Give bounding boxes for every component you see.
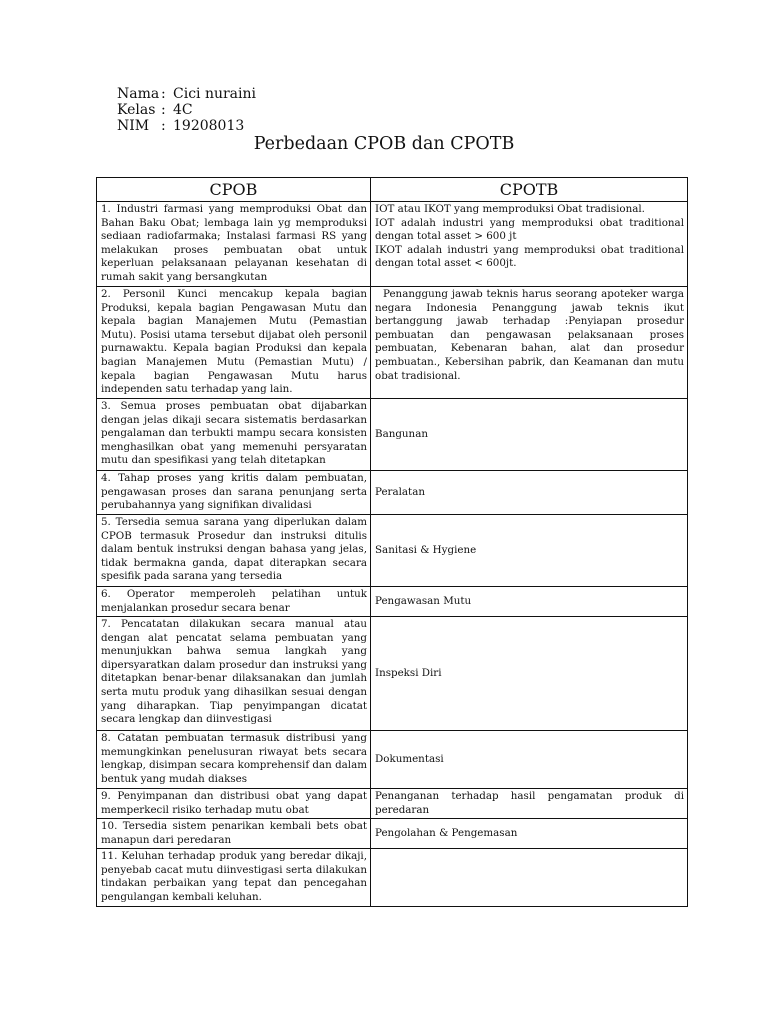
name-value: Cici nuraini	[173, 86, 257, 102]
cpotb-cell: Dokumentasi	[371, 731, 688, 789]
nim-colon: :	[161, 118, 166, 134]
cpotb-cell	[371, 849, 688, 907]
cpotb-cell: Penanggung jawab teknis harus seorang apoteker warga negara Indonesia Penanggung jawab teknis ikut bertanggung jawab terhadap :Penyiapan prosedur pembuatan dan pengawasan pelaksanaan proses pembuatan, Kebenaran bahan, alat dan prosedur pembuatan., Kebersihan pabrik, dan Keamanan dan mutu obat tradisional.	[371, 287, 688, 399]
header-cpotb: CPOTB	[371, 178, 688, 202]
table-row	[97, 515, 688, 587]
cpotb-cell: Sanitasi & Hygiene	[371, 515, 688, 587]
cpob-cell: 5. Tersedia semua sarana yang diperlukan dalam CPOB termasuk Prosedur dan instruksi ditulis dalam bentuk instruksi dengan bahasa yang jelas, tidak bermakna ganda, dapat diterapkan secara spesifik pada sarana yang tersedia	[97, 515, 371, 587]
header-cpob: CPOB	[97, 178, 371, 202]
table-row	[97, 202, 688, 287]
cpob-cell: 11. Keluhan terhadap produk yang beredar dikaji, penyebab cacat mutu diinvestigasi serta dilakukan tindakan perbaikan yang tepat dan pencegahan pengulangan kembali keluhan.	[97, 849, 371, 907]
name-colon: :	[161, 86, 166, 102]
table-row	[97, 789, 688, 819]
cpotb-cell: Pengawasan Mutu	[371, 587, 688, 617]
table-row	[97, 849, 688, 907]
nim-row	[117, 118, 256, 134]
page-title: Perbedaan CPOB dan CPOTB	[253, 134, 515, 154]
cpotb-cell: Penanganan terhadap hasil pengamatan produk di peredaran	[371, 789, 688, 819]
table-row	[97, 587, 688, 617]
table-row	[97, 399, 688, 471]
class-value: 4C	[173, 102, 193, 118]
table-header-row	[97, 178, 688, 202]
comparison-table	[96, 177, 688, 907]
cpotb-cell: Pengolahan & Pengemasan	[371, 819, 688, 849]
cpob-cell: 3. Semua proses pembuatan obat dijabarkan dengan jelas dikaji secara sistematis berdasarkan pengalaman dan terbukti mampu secara konsisten menghasilkan obat yang memenuhi persyaratan mutu dan spesifikasi yang telah ditetapkan	[97, 399, 371, 471]
cpob-cell: 7. Pencatatan dilakukan secara manual atau dengan alat pencatat selama pembuatan yang menunjukkan bahwa semua langkah yang dipersyaratkan dalam prosedur dan instruksi yang ditetapkan benar-benar dilaksanakan dan jumlah serta mutu produk yang dihasilkan sesuai dengan yang diharapkan. Tiap penyimpangan dicatat secara lengkap dan diinvestigasi	[97, 617, 371, 731]
nim-label: NIM	[117, 118, 150, 134]
cpotb-cell: Peralatan	[371, 471, 688, 515]
cpob-cell: 4. Tahap proses yang kritis dalam pembuatan, pengawasan proses dan sarana penunjang serta perubahannya yang signifikan divalidasi	[97, 471, 371, 515]
cpotb-cell: IOT atau IKOT yang memproduksi Obat tradisional. IOT adalah industri yang memproduksi obat traditional dengan total asset > 600 jt IKOT adalah industri yang memproduksi obat traditional dengan total asset < 600jt.	[371, 202, 688, 287]
cpob-cell: 1. Industri farmasi yang memproduksi Obat dan Bahan Baku Obat; lembaga lain yg memproduksi sediaan radiofarmaka; Instalasi farmasi RS yang melakukan proses pembuatan obat untuk keperluan pelaksanaan pelayanan kesehatan di rumah sakit yang bersangkutan	[97, 202, 371, 287]
name-row	[117, 86, 256, 102]
table-row	[97, 471, 688, 515]
table-row	[97, 819, 688, 849]
class-colon: :	[161, 102, 166, 118]
cpob-cell: 10. Tersedia sistem penarikan kembali bets obat manapun dari peredaran	[97, 819, 371, 849]
table-row	[97, 617, 688, 731]
cpob-cell: 8. Catatan pembuatan termasuk distribusi yang memungkinkan penelusuran riwayat bets secara lengkap, disimpan secara komprehensif dan dalam bentuk yang mudah diakses	[97, 731, 371, 789]
cpob-cell: 2. Personil Kunci mencakup kepala bagian Produksi, kepala bagian Pengawasan Mutu dan kepala bagian Manajemen Mutu (Pemastian Mutu). Posisi utama tersebut dijabat oleh personil purnawaktu. Kepala bagian Produksi dan kepala bagian Manajemen Mutu (Pemastian Mutu) / kepala bagian Pengawasan Mutu harus independen satu terhadap yang lain.	[97, 287, 371, 399]
nim-value: 19208013	[173, 118, 245, 134]
cpotb-cell: Bangunan	[371, 399, 688, 471]
class-label: Kelas	[117, 102, 156, 118]
cpob-cell: 9. Penyimpanan dan distribusi obat yang dapat memperkecil risiko terhadap mutu obat	[97, 789, 371, 819]
table-row	[97, 287, 688, 399]
cpob-cell: 6. Operator memperoleh pelatihan untuk menjalankan prosedur secara benar	[97, 587, 371, 617]
cpotb-cell: Inspeksi Diri	[371, 617, 688, 731]
table-row	[97, 731, 688, 789]
class-row	[117, 102, 256, 118]
student-info	[117, 86, 256, 134]
name-label: Nama	[117, 86, 160, 102]
